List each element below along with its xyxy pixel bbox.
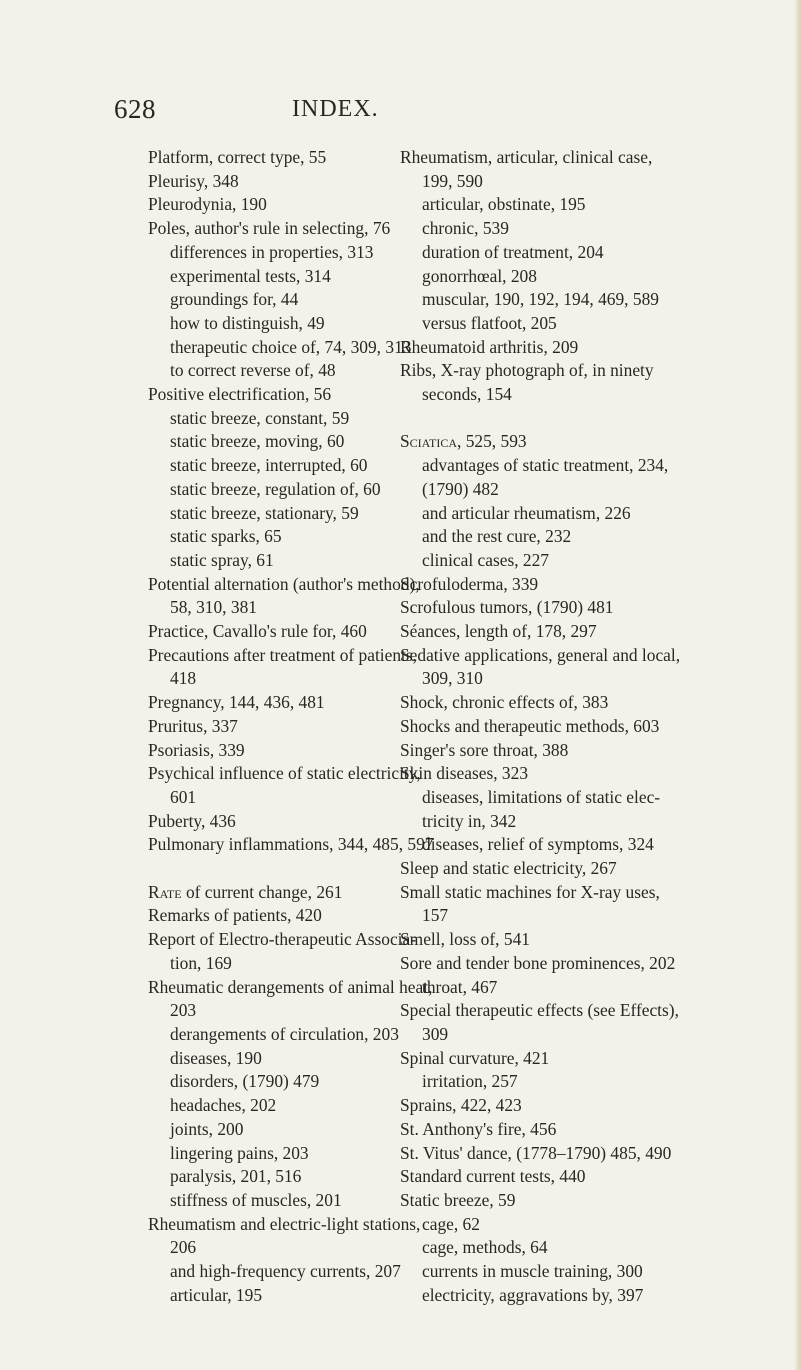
entry-text: to correct reverse of, 48 [170, 360, 336, 381]
index-entry [148, 810, 400, 834]
index-entry [400, 359, 740, 383]
entry-text: static breeze, constant, 59 [170, 407, 350, 428]
section-lead-word: Rate [148, 881, 182, 902]
entry-text: cage, 62 [422, 1213, 480, 1234]
entry-text: currents in muscle training, 300 [422, 1261, 643, 1282]
index-entry [148, 383, 400, 407]
index-subentry [148, 502, 400, 526]
index-entry-continuation [400, 1023, 740, 1047]
entry-text: 418 [170, 668, 197, 689]
entry-text: static breeze, interrupted, 60 [170, 455, 368, 476]
entry-text: how to distinguish, 49 [170, 312, 325, 333]
index-subentry [400, 976, 740, 1000]
index-entry [148, 881, 400, 905]
entry-text: static sparks, 65 [170, 526, 282, 547]
entry-text: Poles, author's rule in selecting, 76 [148, 218, 391, 239]
index-entry [400, 336, 740, 360]
index-subentry [148, 1189, 400, 1213]
entry-text: muscular, 190, 192, 194, 469, 589 [422, 289, 659, 310]
index-subentry [148, 478, 400, 502]
index-entry [400, 1094, 740, 1118]
entry-text: Singer's sore throat, 388 [400, 739, 569, 760]
index-subentry [148, 549, 400, 573]
index-entry [148, 762, 421, 786]
entry-text: cage, methods, 64 [422, 1237, 548, 1258]
index-entry [148, 1213, 421, 1237]
entry-text: and the rest cure, 232 [422, 526, 572, 547]
index-subentry [400, 265, 740, 289]
index-subentry [148, 1118, 400, 1142]
index-subentry [148, 525, 400, 549]
entry-text: gonorrhœal, 208 [422, 265, 537, 286]
index-entry [400, 430, 740, 454]
entry-text: groundings for, 44 [170, 289, 299, 310]
entry-text: joints, 200 [170, 1118, 244, 1139]
index-subentry [148, 1047, 400, 1071]
index-entry [148, 976, 433, 1000]
entry-text: Positive electrification, 56 [148, 384, 332, 405]
index-entry [148, 170, 400, 194]
entry-text: Psychical influence of static electricity, [148, 763, 421, 784]
entry-text: Sore and tender bone prominences, 202 [400, 952, 676, 973]
index-entry-continuation [148, 1236, 400, 1260]
index-entry-continuation [400, 170, 740, 194]
entry-text: stiffness of muscles, 201 [170, 1189, 342, 1210]
entry-text: Remarks of patients, 420 [148, 905, 322, 926]
entry-text: experimental tests, 314 [170, 265, 331, 286]
index-subentry [400, 810, 740, 834]
entry-text: Spinal curvature, 421 [400, 1047, 550, 1068]
section-lead-word: Sciatica [400, 431, 458, 452]
entry-text: Pregnancy, 144, 436, 481 [148, 692, 325, 713]
entry-text: derangements of circulation, 203 [170, 1024, 399, 1044]
index-entry [148, 193, 400, 217]
entry-text: therapeutic choice of, 74, 309, 313 [170, 336, 412, 357]
entry-text: Shock, chronic effects of, 383 [400, 692, 609, 713]
entry-text: Standard current tests, 440 [400, 1166, 586, 1187]
index-entry [148, 904, 400, 928]
index-entry [400, 928, 740, 952]
index-subentry [400, 312, 740, 336]
entry-text: electricity, aggravations by, 397 [422, 1284, 644, 1305]
index-entry-continuation [400, 667, 740, 691]
index-subentry [400, 525, 740, 549]
entry-text: Small static machines for X-ray uses, [400, 881, 660, 902]
index-entry-continuation [148, 952, 400, 976]
entry-text: versus flatfoot, 205 [422, 312, 557, 333]
entry-text: 199, 590 [422, 170, 483, 191]
entry-text: clinical cases, 227 [422, 549, 549, 570]
index-entry-continuation [400, 383, 740, 407]
index-entry [400, 857, 740, 881]
index-subentry [400, 193, 740, 217]
index-subentry [148, 1070, 400, 1094]
index-entry [148, 833, 434, 857]
entry-text: Rheumatic derangements of animal heat, [148, 976, 433, 997]
index-subentry [148, 430, 400, 454]
entry-text: tricity in, 342 [422, 810, 517, 831]
index-subentry [400, 786, 740, 810]
entry-text: static spray, 61 [170, 549, 274, 570]
index-entry-continuation [148, 596, 400, 620]
index-entry [148, 739, 400, 763]
index-entry [400, 596, 740, 620]
page-number: 628 [114, 94, 156, 124]
entry-text: chronic, 539 [422, 218, 509, 239]
entry-text: Shocks and therapeutic methods, 603 [400, 715, 660, 736]
entry-text: seconds, 154 [422, 384, 512, 405]
entry-text: 309, 310 [422, 668, 483, 689]
entry-text: Scrofuloderma, 339 [400, 573, 539, 594]
index-entry [148, 715, 400, 739]
entry-text: (1790) 482 [422, 478, 499, 499]
index-subentry [400, 833, 740, 857]
index-subentry [400, 454, 740, 478]
entry-text: static breeze, stationary, 59 [170, 502, 359, 523]
index-subentry [400, 1236, 740, 1260]
index-entry [400, 573, 740, 597]
entry-text: 203 [170, 1000, 197, 1021]
index-entry [400, 999, 740, 1023]
entry-text: 601 [170, 786, 197, 807]
entry-text: Pruritus, 337 [148, 715, 238, 736]
entry-text: static breeze, regulation of, 60 [170, 478, 381, 499]
running-head: INDEX. [292, 96, 379, 122]
index-entry-continuation [400, 904, 740, 928]
index-subentry [148, 312, 400, 336]
index-entry [148, 217, 400, 241]
entry-text: Pulmonary inflammations, 344, 485, 597 [148, 834, 434, 855]
entry-text: Puberty, 436 [148, 810, 236, 831]
entry-text: Sedative applications, general and local, [400, 644, 681, 665]
index-subentry [400, 549, 740, 573]
index-entry [400, 1118, 740, 1142]
entry-text: 309 [422, 1024, 449, 1044]
index-subentry [400, 1213, 740, 1237]
index-entry [400, 739, 740, 763]
index-subentry [148, 359, 400, 383]
index-entry [148, 928, 417, 952]
entry-text: Pleurisy, 348 [148, 170, 239, 191]
entry-text: lingering pains, 203 [170, 1142, 309, 1163]
page-header [114, 94, 434, 128]
index-subentry [400, 1260, 740, 1284]
entry-text: Psoriasis, 339 [148, 739, 245, 760]
entry-text: Static breeze, 59 [400, 1189, 516, 1210]
entry-text: disorders, (1790) 479 [170, 1071, 320, 1092]
entry-text: and high-frequency currents, 207 [170, 1261, 401, 1282]
entry-text: duration of treatment, 204 [422, 241, 604, 262]
entry-text: articular, 195 [170, 1284, 263, 1305]
entry-text: throat, 467 [422, 976, 498, 997]
entry-text: 157 [422, 905, 449, 926]
entry-text: diseases, limitations of static elec- [422, 786, 661, 807]
index-entry [148, 146, 400, 170]
index-entry [400, 146, 740, 170]
entry-text: St. Vitus' dance, (1778–1790) 485, 490 [400, 1142, 672, 1163]
entry-text: paralysis, 201, 516 [170, 1166, 302, 1187]
entry-text: 58, 310, 381 [170, 597, 257, 618]
entry-text: and articular rheumatism, 226 [422, 502, 631, 523]
index-entry [400, 1047, 740, 1071]
entry-text: irritation, 257 [422, 1071, 518, 1092]
index-subentry [400, 217, 740, 241]
entry-text: Special therapeutic effects (see Effects), [400, 1000, 679, 1021]
index-entry [400, 1165, 740, 1189]
entry-text: Séances, length of, 178, 297 [400, 621, 597, 642]
entry-text: Precautions after treatment of patients, [148, 644, 417, 665]
index-subentry [148, 1142, 400, 1166]
index-entry [148, 691, 400, 715]
index-subentry [148, 336, 412, 360]
entry-text: Platform, correct type, 55 [148, 147, 327, 167]
entry-text: Rheumatoid arthritis, 209 [400, 336, 579, 357]
section-gap [148, 857, 400, 881]
entry-text: Rheumatism, articular, clinical case, [400, 147, 653, 167]
index-entry-continuation [148, 667, 400, 691]
entry-text: of current change, 261 [181, 881, 343, 902]
entry-text: Smell, loss of, 541 [400, 929, 530, 950]
entry-text: Rheumatism and electric-light stations, [148, 1213, 421, 1234]
entry-text: Practice, Cavallo's rule for, 460 [148, 621, 367, 642]
entry-text: St. Anthony's fire, 456 [400, 1118, 557, 1139]
entry-text: , 525, 593 [457, 431, 527, 452]
entry-text: Sprains, 422, 423 [400, 1095, 522, 1116]
index-entry [148, 620, 400, 644]
index-subentry [400, 1070, 740, 1094]
entry-text: articular, obstinate, 195 [422, 194, 586, 215]
section-gap [400, 407, 740, 431]
index-subentry [148, 454, 400, 478]
entry-text: 206 [170, 1237, 197, 1258]
index-column-right [400, 146, 740, 1307]
index-entry [148, 573, 420, 597]
index-entry [400, 1142, 740, 1166]
entry-text: diseases, relief of symptoms, 324 [422, 834, 654, 855]
index-subentry [148, 1284, 400, 1308]
entry-text: Skin diseases, 323 [400, 763, 529, 784]
index-entry [400, 715, 740, 739]
index-subentry [148, 1094, 400, 1118]
index-subentry [400, 288, 740, 312]
index-subentry [148, 1165, 400, 1189]
index-entry [400, 1189, 740, 1213]
index-subentry [148, 1023, 400, 1047]
entry-text: differences in properties, 313 [170, 241, 374, 262]
entry-text: static breeze, moving, 60 [170, 431, 345, 452]
index-subentry [148, 265, 400, 289]
index-subentry [400, 478, 740, 502]
index-subentry [148, 288, 400, 312]
entry-text: Scrofulous tumors, (1790) 481 [400, 597, 614, 618]
index-entry [400, 881, 740, 905]
entry-text: Pleurodynia, 190 [148, 194, 267, 215]
entry-text: Ribs, X-ray photograph of, in ninety [400, 360, 654, 381]
index-subentry [148, 241, 400, 265]
index-entry [400, 762, 740, 786]
index-subentry [400, 1284, 740, 1308]
index-subentry [148, 407, 400, 431]
entry-text: headaches, 202 [170, 1095, 277, 1116]
index-entry [400, 691, 740, 715]
index-entry [400, 644, 740, 668]
index-entry-continuation [148, 786, 400, 810]
index-subentry [400, 241, 740, 265]
index-entry [400, 620, 740, 644]
entry-text: diseases, 190 [170, 1047, 262, 1068]
index-entry [148, 644, 417, 668]
index-entry-continuation [148, 999, 400, 1023]
index-entry [400, 952, 740, 976]
entry-text: Potential alternation (author's method), [148, 573, 420, 594]
entry-text: Sleep and static electricity, 267 [400, 858, 617, 879]
index-subentry [400, 502, 740, 526]
entry-text: tion, 169 [170, 952, 232, 973]
entry-text: advantages of static treatment, 234, [422, 455, 669, 476]
index-subentry [148, 1260, 400, 1284]
page-edge [794, 0, 801, 1370]
entry-text: Report of Electro-therapeutic Associa- [148, 929, 417, 950]
